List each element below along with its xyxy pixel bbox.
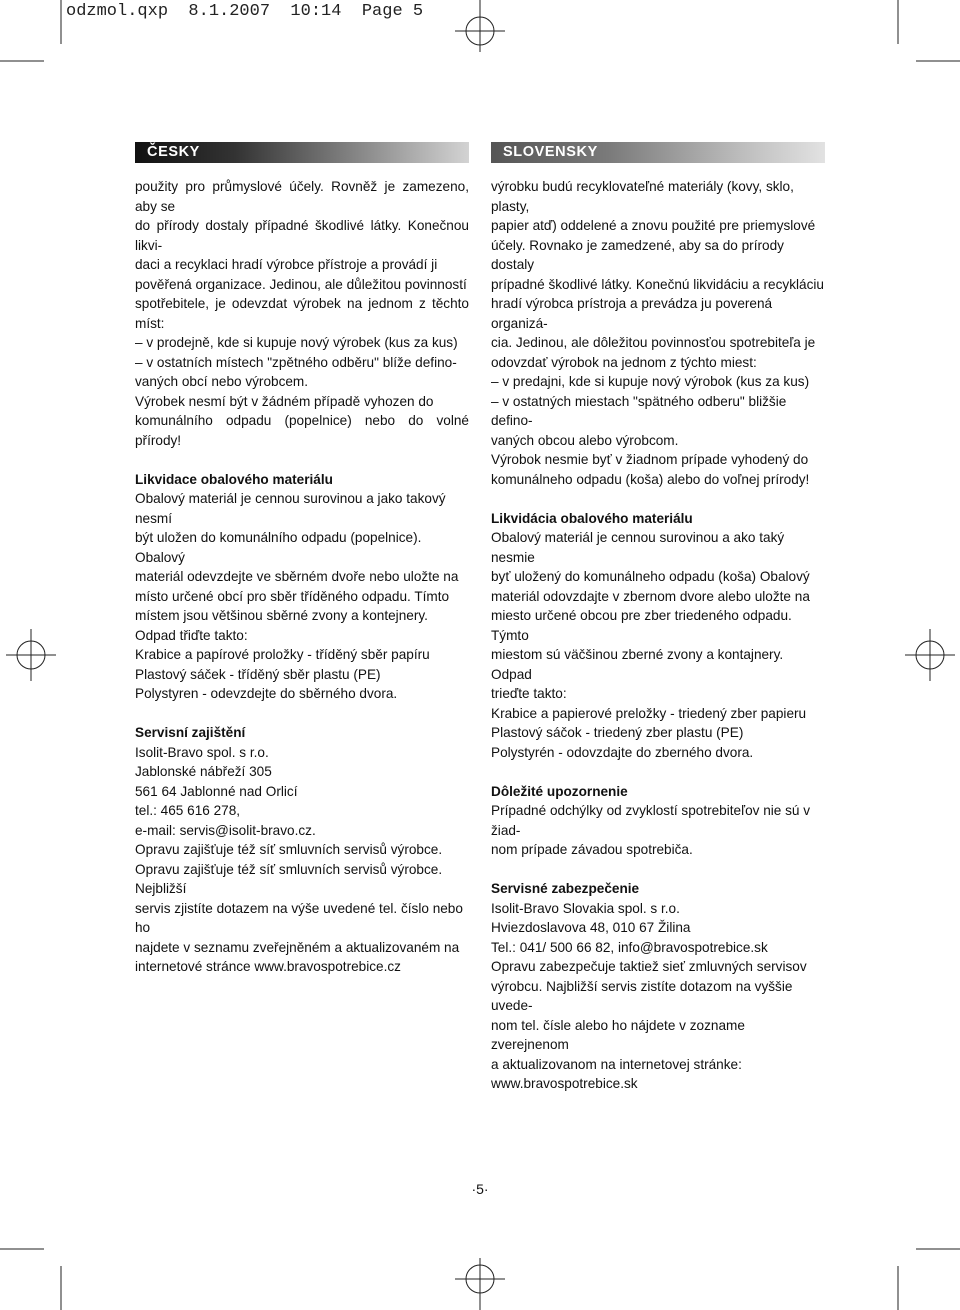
czech-text: použity pro průmyslové účely. Rovněž je zamezeno, aby se do přírody dostaly případné škodlivé látky. Konečnou likvi- daci a recyklaci hradí výrobce přístroje a provádí ji pověřená organizace. Jedinou, ale důležitou povinností spotřebitele, je odevzdat výrobek na jednom z těchto míst: – v prodejně, kde si kupuje nový výrobek (kus za kus) – v ostatních místech "zpětného odběru" blíže defino- vaných obcí nebo výrobcem. Výrobek nesmí být v žádném případě vyhozen do komunálního odpadu (popelnice) nebo do volné přírody! bbox=[135, 179, 469, 448]
slovak-column bbox=[491, 142, 825, 1094]
page-number: ·5· bbox=[471, 1181, 489, 1197]
registration-mark-bottom bbox=[455, 1258, 505, 1310]
czech-column bbox=[135, 142, 469, 977]
czech-packaging-title: Likvidace obalového materiálu bbox=[135, 471, 333, 487]
slovak-text: výrobku budú recyklovateľné materiály (kovy, sklo, plasty, papier atď) oddelené a znovu použité pre priemyslové účely. Rovnako je zamedzené, aby sa do prírody dostaly prípadné škodlivé látky. Konečnú likvidáciu a recykláciu hradí výrobca prístroja a prevádza ju poverená organizá- cia. Jedinou, ale dôležitou povinnosťou spotrebiteľa je odovzdať výrobok na jednom z týchto miest: – v predajni, kde si kupuje nový výrobok (kus za kus) – v ostatných miestach "spätného odberu" bližšie defino- vaných obcou alebo výrobcom. Výrobok nesmie byť v žiadnom prípade vyhodený do komunálneho odpadu (koša) alebo do voľnej prírody! bbox=[491, 179, 824, 487]
registration-mark-top bbox=[455, 0, 505, 52]
slovak-service-text: Isolit-Bravo Slovakia spol. s r.o. Hviezdoslavova 48, 010 67 Žilina Tel.: 041/ 500 66 82, info@bravospotrebice.sk Opravu zabezpečuje taktiež sieť zmluvných servisov výrobcu. Najbližší servis zistíte dotazom na vyššie uvede- nom tel. čísle alebo ho nájdete v zozname zverejnenom a aktualizovanom na internetovej stránke: www.bravospotrebice.sk bbox=[491, 900, 807, 1091]
slovak-packaging-title: Likvidácia obalového materiálu bbox=[491, 510, 693, 526]
czech-packaging-text: Obalový materiál je cennou surovinou a jako takový nesmí být uložen do komunálního odpadu (popelnice). Obalový materiál odevzdejte ve sběrném dvoře nebo uložte na místo určené obcí pro sběr tříděného odpadu. Tímto místem jsou většinou sběrné zvony a kontejnery. Odpad třiďte takto: Krabice a papírové proložky - tříděný sběr papíru Plastový sáček - tříděný sběr plastu (PE) Polystyren - odevzdejte do sběrného dvora. bbox=[135, 491, 459, 701]
slovak-notice-title: Dôležité upozornenie bbox=[491, 783, 628, 799]
czech-service-text: Isolit-Bravo spol. s r.o. Jablonské nábřeží 305 561 64 Jablonné nad Orlicí tel.: 465 616 278, e-mail: servis@isolit-bravo.cz. Opravu zajišťuje též síť smluvních servisů výrobce. Opravu zajišťuje též síť smluvních servisů výrobce. Nejbližší servis zjistíte dotazem na výše uvedené tel. číslo nebo ho najdete v seznamu zveřejněném a aktualizovaném na internetové stránce www.bravospotrebice.cz bbox=[135, 744, 463, 974]
registration-mark-left bbox=[6, 629, 56, 681]
slovak-packaging-text: Obalový materiál je cennou surovinou a ako taký nesmie byť uložený do komunálneho odpadu (koša) Obalový materiál odovzdajte v zbernom dvore alebo uložte na miesto určené obcou pre zber triedeného odpadu. Týmto miestom sú väčšinou zberné zvony a kontajnery. Odpad trieďte takto: Krabice a papierové preložky - triedený zber papieru Plastový sáčok - triedený zber plastu (PE) Polystyrén - odovzdajte do zberného dvora. bbox=[491, 530, 810, 760]
registration-mark-right bbox=[905, 629, 955, 681]
print-slug: odzmol.qxp 8.1.2007 10:14 Page 5 bbox=[66, 2, 424, 21]
czech-service-title: Servisní zajištění bbox=[135, 725, 246, 740]
slovak-notice-text: Prípadné odchýlky od zvyklostí spotrebiteľov nie sú v žiad- nom prípade závadou spotrebiča. bbox=[491, 803, 811, 857]
czech-heading: ČESKY bbox=[135, 142, 469, 163]
slovak-service-title: Servisné zabezpečenie bbox=[491, 881, 640, 896]
slovak-heading: SLOVENSKY bbox=[491, 142, 825, 163]
